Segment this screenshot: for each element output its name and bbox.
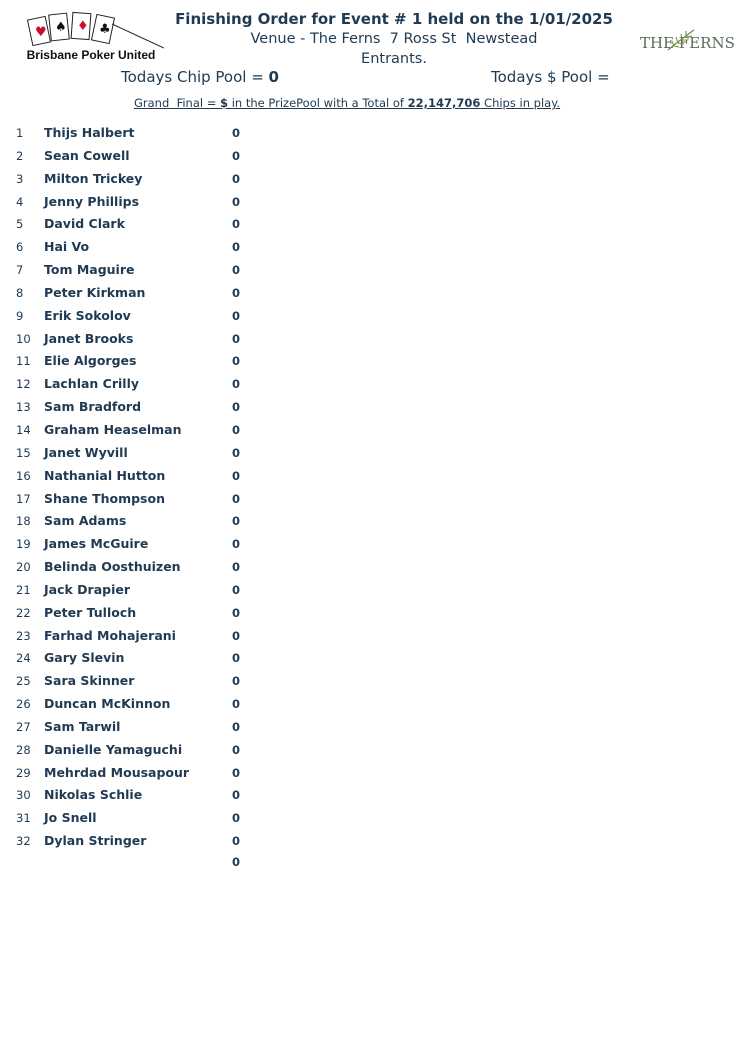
finish-position: 4	[16, 194, 24, 209]
finish-position: 8	[16, 285, 24, 300]
the-ferns-logo-text: THE FERNS	[640, 34, 735, 52]
finish-position: 11	[16, 354, 31, 369]
player-name: Milton Trickey	[44, 170, 143, 186]
finish-position: 5	[16, 217, 24, 232]
list-item	[0, 147, 744, 170]
finish-position: 15	[16, 445, 31, 460]
list-item	[0, 604, 744, 627]
list-item	[0, 398, 744, 421]
player-name: Sam Tarwil	[44, 718, 121, 734]
playing-cards-icon	[24, 10, 164, 50]
finish-position: 25	[16, 674, 31, 689]
finish-position: 7	[16, 263, 24, 278]
svg-text:♣: ♣	[99, 22, 111, 37]
player-name: Sean Cowell	[44, 147, 130, 163]
grand-final-dollar: $	[220, 96, 229, 110]
list-item	[0, 307, 744, 330]
finish-position: 32	[16, 834, 31, 849]
finish-position: 14	[16, 422, 31, 437]
list-item	[0, 421, 744, 444]
player-chips: 0	[232, 582, 241, 597]
fern-leaf-icon	[666, 28, 696, 52]
grand-final-chips: 22,147,706	[407, 96, 481, 110]
finish-position: 19	[16, 537, 31, 552]
list-item	[0, 832, 744, 855]
page-title: Finishing Order for Event # 1 held on the 1/01/2025	[175, 10, 613, 28]
player-chips: 0	[232, 126, 241, 140]
list-item	[0, 649, 744, 672]
list-item	[0, 718, 744, 741]
svg-text:♠: ♠	[55, 20, 67, 35]
player-chips: 0	[232, 560, 241, 575]
player-chips: 0	[232, 171, 241, 186]
finish-position: 20	[16, 560, 31, 575]
grand-final-prefix: Grand Final =	[134, 96, 221, 110]
grand-final-suffix: Chips in play.	[480, 96, 561, 110]
player-name: Jo Snell	[44, 810, 97, 826]
player-chips: 0	[232, 491, 241, 506]
player-name: Hai Vo	[44, 239, 90, 255]
player-name: Graham Heaselman	[44, 421, 182, 437]
player-chips: 0	[232, 240, 241, 255]
player-name: Lachlan Crilly	[44, 376, 140, 392]
list-item	[0, 627, 744, 650]
brand-name: Brisbane Poker United	[26, 48, 156, 62]
list-item	[0, 375, 744, 398]
svg-text:♥: ♥	[35, 25, 47, 40]
player-name: Belinda Oosthuizen	[44, 559, 181, 575]
player-chips: 0	[232, 537, 241, 552]
player-name: Jenny Phillips	[44, 193, 140, 209]
list-item	[0, 284, 744, 307]
player-name: Farhad Mohajerani	[44, 627, 176, 643]
player-chips: 0	[232, 697, 241, 712]
finish-position: 24	[16, 651, 31, 666]
player-chips: 0	[232, 468, 241, 483]
finish-position: 13	[16, 400, 31, 415]
finish-position: 10	[16, 331, 31, 346]
list-item	[0, 764, 744, 787]
player-chips: 0	[232, 148, 241, 163]
list-item	[0, 786, 744, 809]
list-item	[0, 535, 744, 558]
finish-position: 2	[16, 148, 24, 163]
finish-position: 18	[16, 514, 31, 529]
list-item	[0, 695, 744, 718]
player-chips: 0	[232, 331, 241, 346]
list-item	[0, 672, 744, 695]
list-item	[0, 741, 744, 764]
player-chips: 0	[232, 400, 241, 415]
player-name: Sara Skinner	[44, 673, 135, 689]
player-name: Danielle Yamaguchi	[44, 741, 183, 757]
player-chips: 0	[232, 263, 241, 278]
player-chips: 0	[232, 788, 241, 803]
list-item	[0, 330, 744, 353]
brisbane-poker-united-logo	[18, 10, 164, 66]
player-name: Gary Slevin	[44, 650, 125, 666]
player-chips: 0	[232, 422, 241, 437]
player-name: David Clark	[44, 216, 125, 232]
player-name: Sam Bradford	[44, 399, 142, 415]
list-item	[0, 558, 744, 581]
player-name: Erik Sokolov	[44, 307, 131, 323]
player-chips: 0	[232, 354, 241, 369]
grand-final-line	[134, 96, 624, 110]
finish-position: 16	[16, 468, 31, 483]
chip-pool	[121, 68, 279, 86]
player-chips: 0	[232, 742, 241, 757]
finish-position: 31	[16, 811, 31, 826]
player-chips: 0	[232, 674, 241, 689]
list-item	[0, 238, 744, 261]
finish-position: 30	[16, 788, 31, 803]
player-chips: 0	[232, 765, 241, 780]
player-name: Thijs Halbert	[44, 125, 135, 140]
list-item	[0, 809, 744, 832]
player-name: Janet Brooks	[44, 330, 134, 346]
player-name: Tom Maguire	[44, 262, 135, 278]
player-name: Duncan McKinnon	[44, 696, 171, 712]
player-chips: 0	[232, 628, 241, 643]
player-chips: 0	[232, 719, 241, 734]
player-chips: 0	[232, 834, 241, 849]
player-chips: 0	[232, 308, 241, 323]
player-name: Nathanial Hutton	[44, 467, 166, 483]
list-item	[0, 170, 744, 193]
finish-position: 6	[16, 240, 24, 255]
player-name: Dylan Stringer	[44, 833, 147, 849]
player-chips: 0	[232, 377, 241, 392]
finish-position: 3	[16, 171, 24, 186]
the-ferns-logo	[640, 28, 736, 56]
list-item	[0, 581, 744, 604]
list-item	[0, 124, 744, 147]
finish-position: 26	[16, 697, 31, 712]
player-name: Sam Adams	[44, 513, 127, 529]
svg-text:♦: ♦	[77, 19, 89, 34]
finish-position: 9	[16, 308, 24, 323]
grand-final-mid: in the PrizePool with a Total of	[228, 96, 408, 110]
finish-position: 12	[16, 377, 31, 392]
player-chips: 0	[232, 445, 241, 460]
entrants-line: Entrants.	[361, 51, 427, 67]
finish-position: 17	[16, 491, 31, 506]
player-name: Janet Wyvill	[44, 444, 128, 460]
finish-position: 22	[16, 605, 31, 620]
finishing-order-list	[0, 124, 744, 855]
player-chips: 0	[232, 194, 241, 209]
finish-position: 21	[16, 582, 31, 597]
list-item	[0, 444, 744, 467]
player-name: Mehrdad Mousapour	[44, 764, 190, 780]
list-item	[0, 352, 744, 375]
list-item	[0, 193, 744, 216]
finish-position: 27	[16, 719, 31, 734]
player-name: Nikolas Schlie	[44, 787, 143, 803]
list-item	[0, 490, 744, 513]
player-chips: 0	[232, 285, 241, 300]
player-name: Shane Thompson	[44, 490, 165, 506]
finish-position: 28	[16, 742, 31, 757]
player-name: Jack Drapier	[44, 581, 131, 597]
chip-pool-value: 0	[268, 68, 279, 86]
list-item	[0, 215, 744, 238]
player-name: Peter Tulloch	[44, 604, 137, 620]
player-chips: 0	[232, 651, 241, 666]
player-chips: 0	[232, 811, 241, 826]
total-chips: 0	[232, 855, 241, 869]
finish-position: 1	[16, 126, 24, 140]
finish-position: 29	[16, 765, 31, 780]
player-name: Elie Algorges	[44, 353, 137, 369]
player-chips: 0	[232, 514, 241, 529]
dollar-pool-label: Todays $ Pool =	[491, 68, 610, 86]
list-item	[0, 467, 744, 490]
player-chips: 0	[232, 605, 241, 620]
chip-pool-label: Todays Chip Pool =	[121, 68, 269, 86]
list-item	[0, 261, 744, 284]
venue-line: Venue - The Ferns 7 Ross St Newstead	[250, 31, 538, 47]
player-name: Peter Kirkman	[44, 284, 146, 300]
finish-position: 23	[16, 628, 31, 643]
player-name: James McGuire	[44, 536, 149, 552]
list-item	[0, 512, 744, 535]
player-chips: 0	[232, 217, 241, 232]
